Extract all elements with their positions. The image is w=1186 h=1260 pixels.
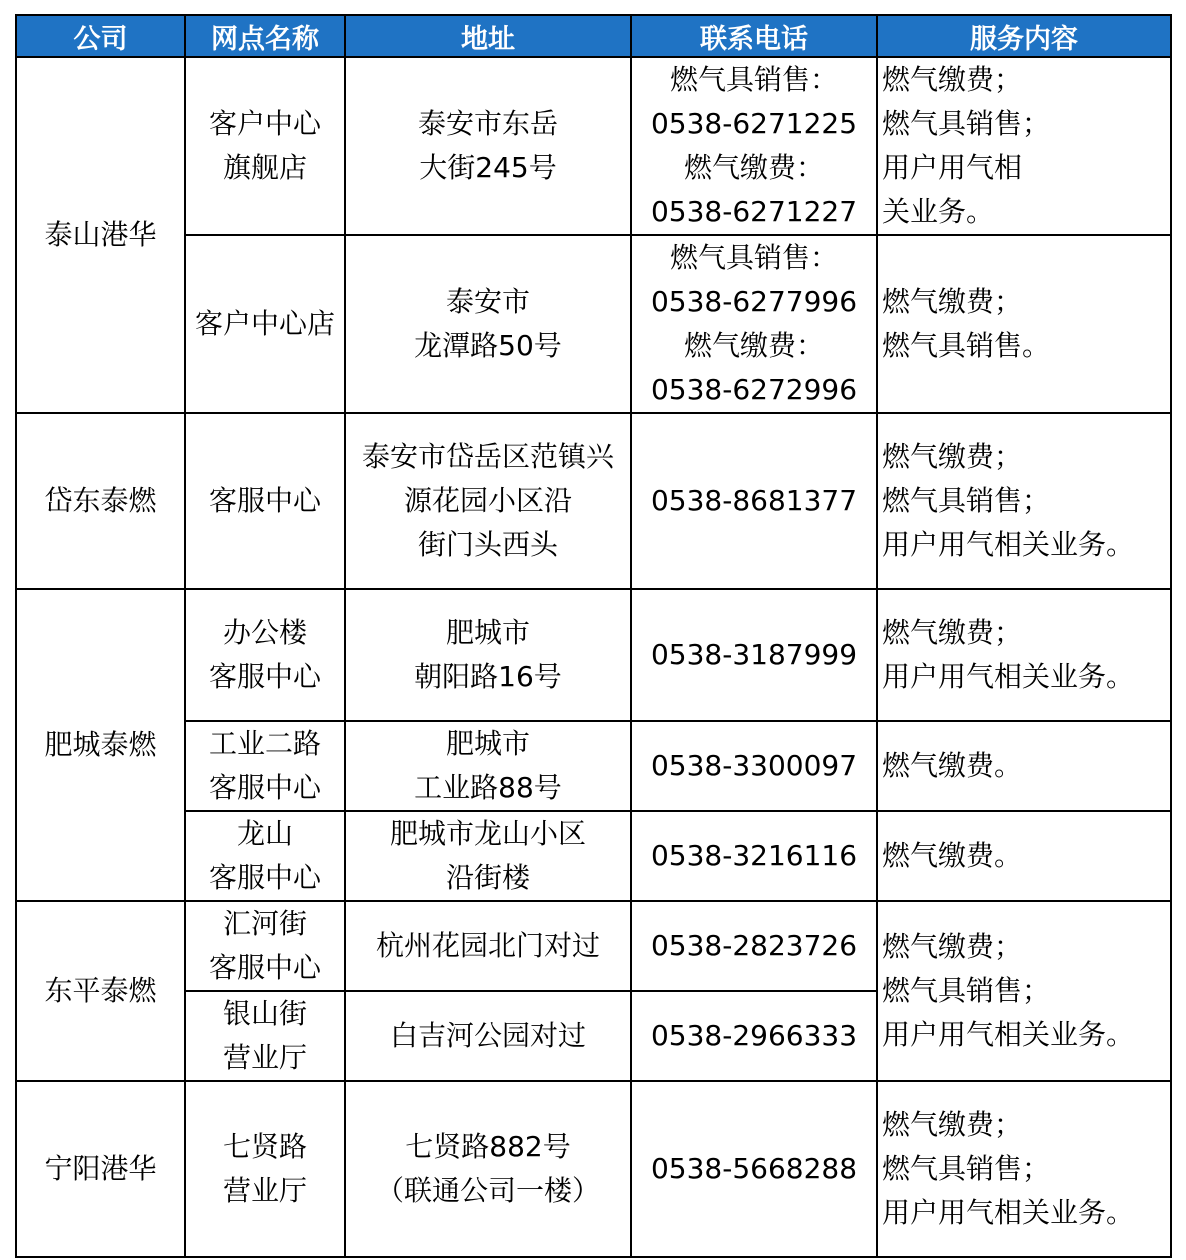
address-cell: 七贤路882号 （联通公司一楼） [345, 1081, 631, 1257]
address-cell: 泰安市 龙潭路50号 [345, 235, 631, 413]
header-row [16, 15, 1171, 57]
service-cell: 燃气缴费； 燃气具销售； 用户用气相关业务。 [877, 413, 1171, 589]
outlet-name-cell: 工业二路 客服中心 [185, 721, 345, 811]
outlet-name-cell: 汇河街 客服中心 [185, 901, 345, 991]
phone-cell: 0538-3300097 [631, 721, 877, 811]
company-cell: 东平泰燃 [16, 901, 185, 1081]
table-row [16, 57, 1171, 235]
header-company: 公司 [16, 15, 185, 57]
service-cell: 燃气缴费； 燃气具销售； 用户用气相关业务。 [877, 901, 1171, 1081]
outlet-name-cell: 龙山 客服中心 [185, 811, 345, 901]
table-row [16, 721, 1171, 811]
phone-cell: 燃气具销售： 0538-6277996 燃气缴费： 0538-6272996 [631, 235, 877, 413]
phone-cell: 0538-5668288 [631, 1081, 877, 1257]
address-cell: 杭州花园北门对过 [345, 901, 631, 991]
phone-cell: 0538-2966333 [631, 991, 877, 1081]
outlet-name-cell: 客服中心 [185, 413, 345, 589]
phone-cell: 0538-2823726 [631, 901, 877, 991]
table-row [16, 235, 1171, 413]
phone-cell: 0538-8681377 [631, 413, 877, 589]
phone-cell: 燃气具销售： 0538-6271225 燃气缴费： 0538-6271227 [631, 57, 877, 235]
phone-cell: 0538-3187999 [631, 589, 877, 721]
service-cell: 燃气缴费； 燃气具销售； 用户用气相关业务。 [877, 1081, 1171, 1257]
service-cell: 燃气缴费； 燃气具销售。 [877, 235, 1171, 413]
company-cell: 泰山港华 [16, 57, 185, 413]
address-cell: 泰安市岱岳区范镇兴 源花园小区沿 街门头西头 [345, 413, 631, 589]
address-cell: 肥城市龙山小区 沿街楼 [345, 811, 631, 901]
header-service: 服务内容 [877, 15, 1171, 57]
header-phone: 联系电话 [631, 15, 877, 57]
service-cell: 燃气缴费； 用户用气相关业务。 [877, 589, 1171, 721]
phone-cell: 0538-3216116 [631, 811, 877, 901]
address-cell: 肥城市 朝阳路16号 [345, 589, 631, 721]
table-row [16, 1081, 1171, 1257]
header-outlet-name: 网点名称 [185, 15, 345, 57]
company-cell: 肥城泰燃 [16, 589, 185, 901]
header-address: 地址 [345, 15, 631, 57]
address-cell: 白吉河公园对过 [345, 991, 631, 1081]
service-cell: 燃气缴费。 [877, 721, 1171, 811]
table-row [16, 811, 1171, 901]
outlet-name-cell: 七贤路 营业厅 [185, 1081, 345, 1257]
table-row [16, 589, 1171, 721]
outlet-name-cell: 客户中心 旗舰店 [185, 57, 345, 235]
table-row [16, 413, 1171, 589]
address-cell: 泰安市东岳 大街245号 [345, 57, 631, 235]
outlet-name-cell: 客户中心店 [185, 235, 345, 413]
outlet-name-cell: 银山街 营业厅 [185, 991, 345, 1081]
company-cell: 宁阳港华 [16, 1081, 185, 1257]
service-cell: 燃气缴费。 [877, 811, 1171, 901]
outlet-name-cell: 办公楼 客服中心 [185, 589, 345, 721]
table-row [16, 901, 1171, 991]
service-outlet-table [15, 14, 1172, 1258]
service-cell: 燃气缴费； 燃气具销售； 用户用气相 关业务。 [877, 57, 1171, 235]
address-cell: 肥城市 工业路88号 [345, 721, 631, 811]
company-cell: 岱东泰燃 [16, 413, 185, 589]
